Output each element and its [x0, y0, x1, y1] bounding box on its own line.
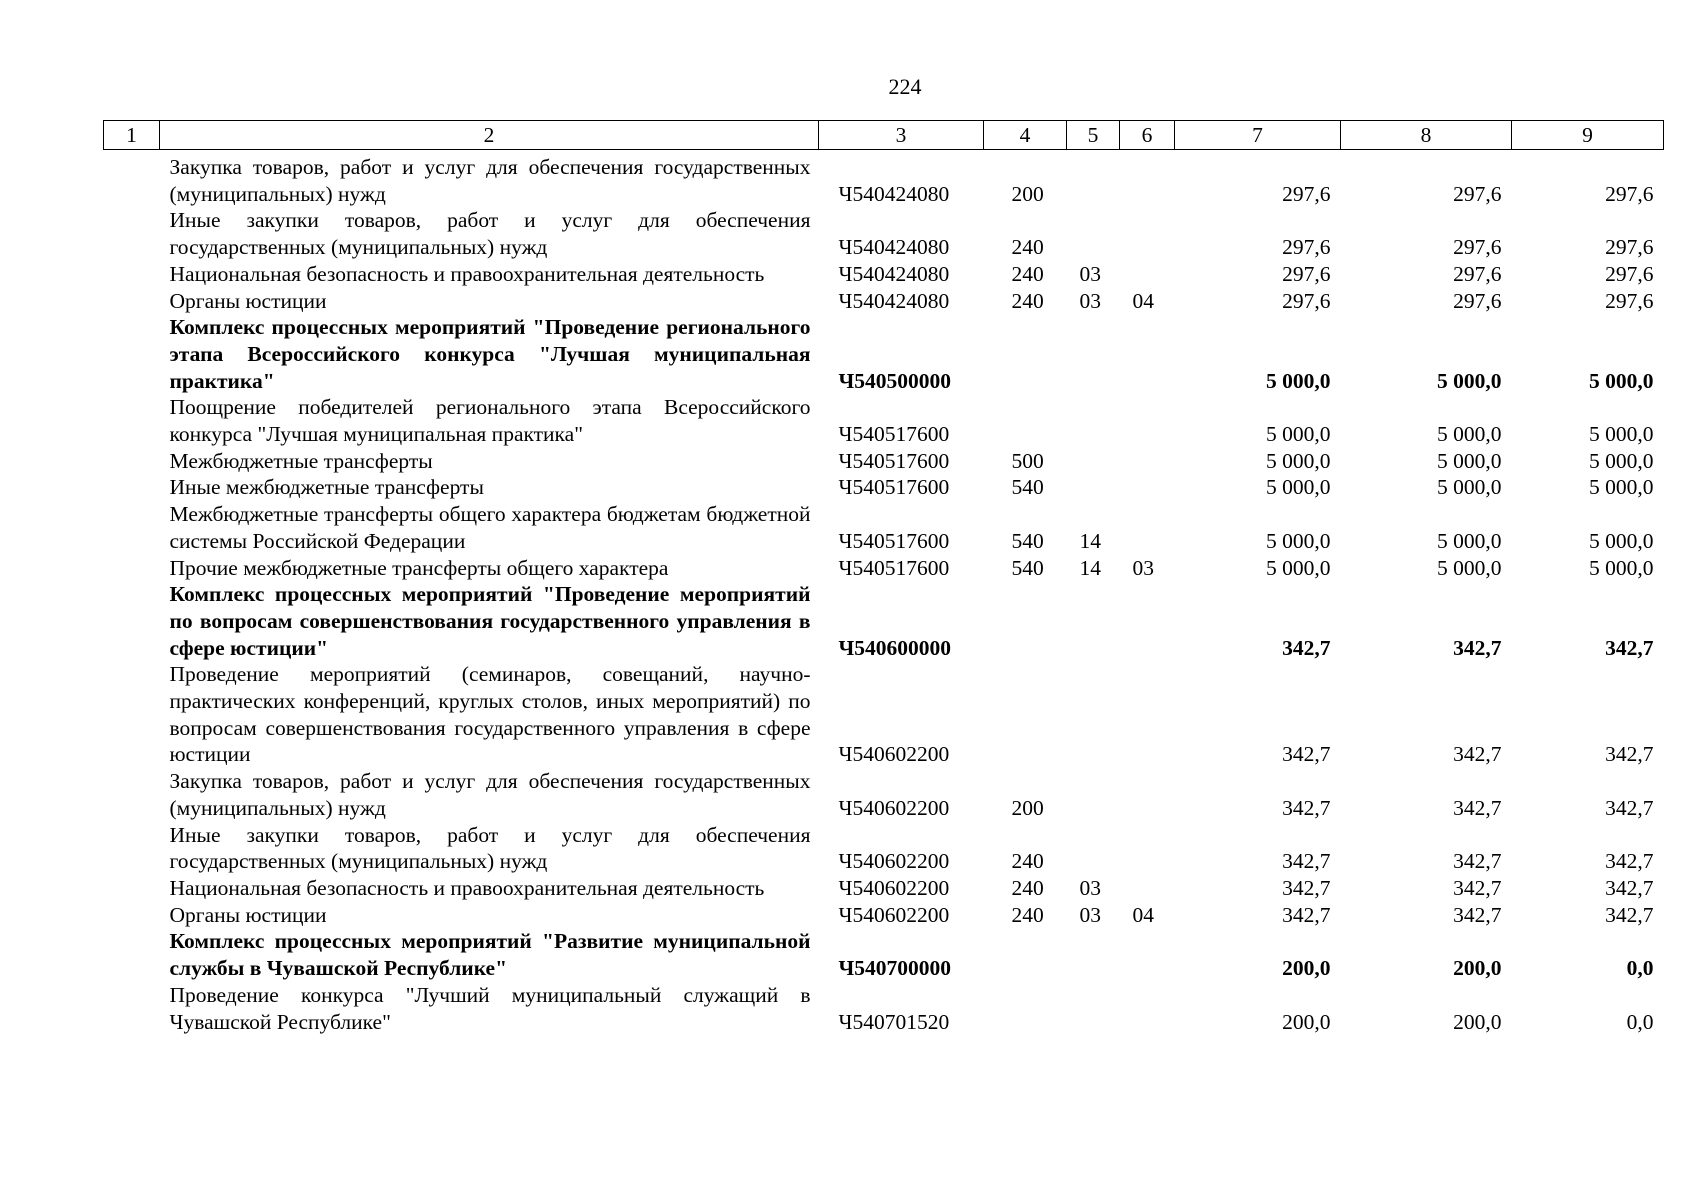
row-col6-cell — [1120, 822, 1175, 875]
table-body — [104, 150, 1664, 1036]
row-col4-cell: 240 — [1011, 288, 1044, 313]
row-number-cell — [104, 448, 160, 475]
row-code-cell: Ч540701520 — [838, 1009, 950, 1034]
row-value7-cell: 342,7 — [1282, 849, 1331, 874]
row-col6-cell: 04 — [1132, 902, 1154, 927]
row-value7-cell: 5 000,0 — [1266, 448, 1331, 473]
budget-table — [103, 120, 1664, 1035]
row-col6-cell — [1120, 875, 1175, 902]
row-number-cell — [104, 474, 160, 501]
row-name-cell: Закупка товаров, работ и услуг для обеспечения государственных (муниципальных) нужд — [169, 769, 811, 820]
row-name-cell: Комплекс процессных мероприятий "Проведение регионального этапа Всероссийского конкурса "Лучшая муниципальная практика" — [169, 315, 811, 393]
row-col6-cell — [1120, 314, 1175, 394]
row-col6-cell — [1120, 982, 1175, 1035]
row-code-cell: Ч540517600 — [838, 448, 950, 473]
row-col5-cell: 03 — [1079, 288, 1101, 313]
row-col5-cell: 03 — [1079, 261, 1101, 286]
row-code-cell: Ч540602200 — [838, 795, 950, 820]
row-value8-cell: 5 000,0 — [1437, 555, 1502, 580]
row-col5-cell: 14 — [1079, 555, 1101, 580]
row-number-cell — [104, 150, 160, 208]
row-number-cell — [104, 581, 160, 661]
row-col4-cell: 240 — [1011, 235, 1044, 260]
row-value7-cell: 297,6 — [1282, 261, 1331, 286]
row-value9-cell: 342,7 — [1605, 875, 1654, 900]
row-col6-cell — [1120, 394, 1175, 447]
row-number-cell — [104, 501, 160, 554]
row-col6-cell — [1120, 207, 1175, 260]
row-number-cell — [104, 555, 160, 582]
table-row — [104, 875, 1664, 902]
row-name-cell: Органы юстиции — [169, 902, 327, 927]
row-col5-cell: 03 — [1079, 875, 1101, 900]
column-header: 6 — [1120, 121, 1175, 150]
row-col4-cell: 500 — [1011, 448, 1044, 473]
row-col5-cell — [1067, 207, 1120, 260]
row-col4-cell — [984, 581, 1067, 661]
row-col4-cell: 240 — [1011, 261, 1044, 286]
row-col4-cell — [984, 661, 1067, 768]
table-row — [104, 150, 1664, 208]
row-name-cell: Прочие межбюджетные трансферты общего характера — [169, 555, 669, 580]
table-row — [104, 501, 1664, 554]
row-code-cell: Ч540700000 — [838, 956, 952, 981]
row-col6-cell — [1120, 768, 1175, 821]
row-col5-cell — [1067, 768, 1120, 821]
row-code-cell: Ч540602200 — [838, 902, 950, 927]
row-value8-cell: 200,0 — [1453, 1009, 1502, 1034]
row-col6-cell: 04 — [1132, 288, 1154, 313]
row-value7-cell: 342,7 — [1282, 875, 1331, 900]
row-name-cell: Национальная безопасность и правоохранительная деятельность — [169, 261, 765, 286]
row-number-cell — [104, 928, 160, 981]
row-value9-cell: 5 000,0 — [1589, 528, 1654, 553]
table-row — [104, 261, 1664, 288]
table-row — [104, 581, 1664, 661]
row-value7-cell: 5 000,0 — [1266, 368, 1331, 393]
row-value7-cell: 5 000,0 — [1266, 555, 1331, 580]
row-col5-cell — [1067, 150, 1120, 208]
row-value7-cell: 342,7 — [1282, 635, 1331, 660]
row-col4-cell: 540 — [1011, 528, 1044, 553]
column-header: 4 — [984, 121, 1067, 150]
row-value9-cell: 5 000,0 — [1589, 422, 1654, 447]
row-name-cell: Межбюджетные трансферты общего характера бюджетам бюджетной системы Российской Федерации — [169, 502, 811, 553]
row-value9-cell: 342,7 — [1605, 795, 1654, 820]
row-code-cell: Ч540517600 — [838, 475, 950, 500]
row-col5-cell — [1067, 581, 1120, 661]
row-name-cell: Национальная безопасность и правоохранительная деятельность — [169, 875, 765, 900]
row-name-cell: Поощрение победителей регионального этапа Всероссийского конкурса "Лучшая муниципальная практика" — [169, 395, 811, 447]
row-col5-cell — [1067, 982, 1120, 1035]
row-value7-cell: 297,6 — [1282, 288, 1331, 313]
row-name-cell: Иные межбюджетные трансферты — [169, 475, 484, 500]
row-value9-cell: 5 000,0 — [1589, 368, 1654, 393]
row-col6-cell — [1120, 928, 1175, 981]
row-value8-cell: 297,6 — [1453, 261, 1502, 286]
row-code-cell: Ч540517600 — [838, 555, 950, 580]
row-number-cell — [104, 822, 160, 875]
table-row — [104, 474, 1664, 501]
row-name-cell: Межбюджетные трансферты — [169, 448, 433, 473]
row-col4-cell: 540 — [1011, 555, 1044, 580]
column-header: 3 — [819, 121, 984, 150]
row-code-cell: Ч540602200 — [838, 742, 950, 767]
row-name-cell: Иные закупки товаров, работ и услуг для обеспечения государственных (муниципальных) нужд — [169, 208, 811, 260]
row-value8-cell: 342,7 — [1453, 902, 1502, 927]
row-col5-cell: 03 — [1079, 902, 1101, 927]
row-code-cell: Ч540602200 — [838, 875, 950, 900]
row-value9-cell: 297,6 — [1605, 181, 1654, 206]
row-value9-cell: 297,6 — [1605, 235, 1654, 260]
row-name-cell: Иные закупки товаров, работ и услуг для обеспечения государственных (муниципальных) нужд — [169, 822, 811, 874]
row-name-cell: Комплекс процессных мероприятий "Развитие муниципальной службы в Чувашской Республике" — [169, 929, 811, 981]
table-row — [104, 394, 1664, 447]
table-row — [104, 288, 1664, 315]
column-header: 8 — [1341, 121, 1512, 150]
table-row — [104, 768, 1664, 821]
row-value9-cell: 5 000,0 — [1589, 448, 1654, 473]
row-value7-cell: 200,0 — [1282, 1009, 1331, 1034]
row-value7-cell: 297,6 — [1282, 235, 1331, 260]
row-name-cell: Закупка товаров, работ и услуг для обеспечения государственных (муниципальных) нужд — [169, 155, 811, 206]
row-name-cell: Проведение мероприятий (семинаров, совещаний, научно-практических конференций, круглых столов, иных мероприятий) по вопросам совершенствования государственного управления в сфере юстиции — [169, 662, 811, 767]
row-value8-cell: 342,7 — [1453, 849, 1502, 874]
row-code-cell: Ч540600000 — [838, 635, 952, 660]
table-row — [104, 207, 1664, 260]
row-col4-cell: 200 — [1011, 181, 1044, 206]
row-value8-cell: 5 000,0 — [1437, 368, 1502, 393]
row-value8-cell: 5 000,0 — [1437, 422, 1502, 447]
table-row — [104, 902, 1664, 929]
row-value8-cell: 297,6 — [1453, 288, 1502, 313]
row-col4-cell — [984, 928, 1067, 981]
row-number-cell — [104, 288, 160, 315]
row-value7-cell: 342,7 — [1282, 795, 1331, 820]
row-name-cell: Проведение конкурса "Лучший муниципальный служащий в Чувашской Республике" — [169, 982, 811, 1034]
table-row — [104, 555, 1664, 582]
row-col5-cell — [1067, 448, 1120, 475]
row-col4-cell — [984, 982, 1067, 1035]
row-code-cell: Ч540517600 — [838, 422, 950, 447]
row-col4-cell: 540 — [1011, 475, 1044, 500]
row-col5-cell — [1067, 928, 1120, 981]
row-number-cell — [104, 207, 160, 260]
table-header-row — [104, 121, 1664, 150]
row-number-cell — [104, 768, 160, 821]
row-value9-cell: 342,7 — [1605, 849, 1654, 874]
row-name-cell: Органы юстиции — [169, 288, 327, 313]
row-value7-cell: 5 000,0 — [1266, 422, 1331, 447]
row-number-cell — [104, 394, 160, 447]
row-value8-cell: 297,6 — [1453, 235, 1502, 260]
row-number-cell — [104, 902, 160, 929]
row-value7-cell: 200,0 — [1282, 956, 1331, 981]
row-code-cell: Ч540424080 — [838, 288, 950, 313]
row-col5-cell — [1067, 314, 1120, 394]
row-col4-cell: 240 — [1011, 875, 1044, 900]
row-value7-cell: 342,7 — [1282, 902, 1331, 927]
row-col5-cell — [1067, 394, 1120, 447]
row-number-cell — [104, 314, 160, 394]
row-col4-cell: 240 — [1011, 849, 1044, 874]
row-col4-cell — [984, 394, 1067, 447]
row-value8-cell: 5 000,0 — [1437, 448, 1502, 473]
row-col4-cell — [984, 314, 1067, 394]
row-value9-cell: 5 000,0 — [1589, 555, 1654, 580]
row-value9-cell: 342,7 — [1605, 902, 1654, 927]
row-value8-cell: 5 000,0 — [1437, 475, 1502, 500]
row-value9-cell: 5 000,0 — [1589, 475, 1654, 500]
row-name-cell: Комплекс процессных мероприятий "Проведение мероприятий по вопросам совершенствования государственного управления в сфере юстиции" — [169, 582, 811, 660]
row-col6-cell — [1120, 448, 1175, 475]
row-col6-cell — [1120, 501, 1175, 554]
row-col5-cell — [1067, 822, 1120, 875]
row-value9-cell: 0,0 — [1626, 956, 1654, 981]
row-value9-cell: 342,7 — [1605, 742, 1654, 767]
row-value9-cell: 0,0 — [1626, 1009, 1654, 1034]
table-row — [104, 661, 1664, 768]
table-row — [104, 822, 1664, 875]
row-col6-cell: 03 — [1132, 555, 1154, 580]
row-code-cell: Ч540602200 — [838, 849, 950, 874]
row-value8-cell: 342,7 — [1453, 875, 1502, 900]
row-code-cell: Ч540517600 — [838, 528, 950, 553]
row-col4-cell: 200 — [1011, 795, 1044, 820]
row-number-cell — [104, 261, 160, 288]
table-row — [104, 982, 1664, 1035]
row-col6-cell — [1120, 261, 1175, 288]
row-col4-cell: 240 — [1011, 902, 1044, 927]
column-header: 7 — [1175, 121, 1341, 150]
row-value8-cell: 342,7 — [1453, 742, 1502, 767]
row-code-cell: Ч540424080 — [838, 181, 950, 206]
table-row — [104, 448, 1664, 475]
row-col6-cell — [1120, 474, 1175, 501]
row-value8-cell: 342,7 — [1453, 795, 1502, 820]
row-col5-cell — [1067, 474, 1120, 501]
row-value8-cell: 297,6 — [1453, 181, 1502, 206]
row-value8-cell: 200,0 — [1453, 956, 1502, 981]
row-col6-cell — [1120, 581, 1175, 661]
page-number: 224 — [888, 74, 922, 99]
row-code-cell: Ч540424080 — [838, 261, 950, 286]
column-header: 5 — [1067, 121, 1120, 150]
row-number-cell — [104, 875, 160, 902]
row-col6-cell — [1120, 661, 1175, 768]
row-value8-cell: 5 000,0 — [1437, 528, 1502, 553]
table-row — [104, 928, 1664, 981]
column-header: 9 — [1512, 121, 1664, 150]
row-value9-cell: 297,6 — [1605, 288, 1654, 313]
row-value7-cell: 5 000,0 — [1266, 528, 1331, 553]
table-row — [104, 314, 1664, 394]
row-number-cell — [104, 982, 160, 1035]
column-header: 2 — [160, 121, 819, 150]
row-col5-cell: 14 — [1079, 528, 1101, 553]
row-code-cell: Ч540500000 — [838, 368, 952, 393]
row-number-cell — [104, 661, 160, 768]
row-col5-cell — [1067, 661, 1120, 768]
column-header: 1 — [104, 121, 160, 150]
row-value9-cell: 342,7 — [1605, 635, 1654, 660]
row-value9-cell: 297,6 — [1605, 261, 1654, 286]
row-col6-cell — [1120, 150, 1175, 208]
row-value7-cell: 297,6 — [1282, 181, 1331, 206]
row-value7-cell: 5 000,0 — [1266, 475, 1331, 500]
row-value8-cell: 342,7 — [1453, 635, 1502, 660]
row-value7-cell: 342,7 — [1282, 742, 1331, 767]
row-code-cell: Ч540424080 — [838, 235, 950, 260]
